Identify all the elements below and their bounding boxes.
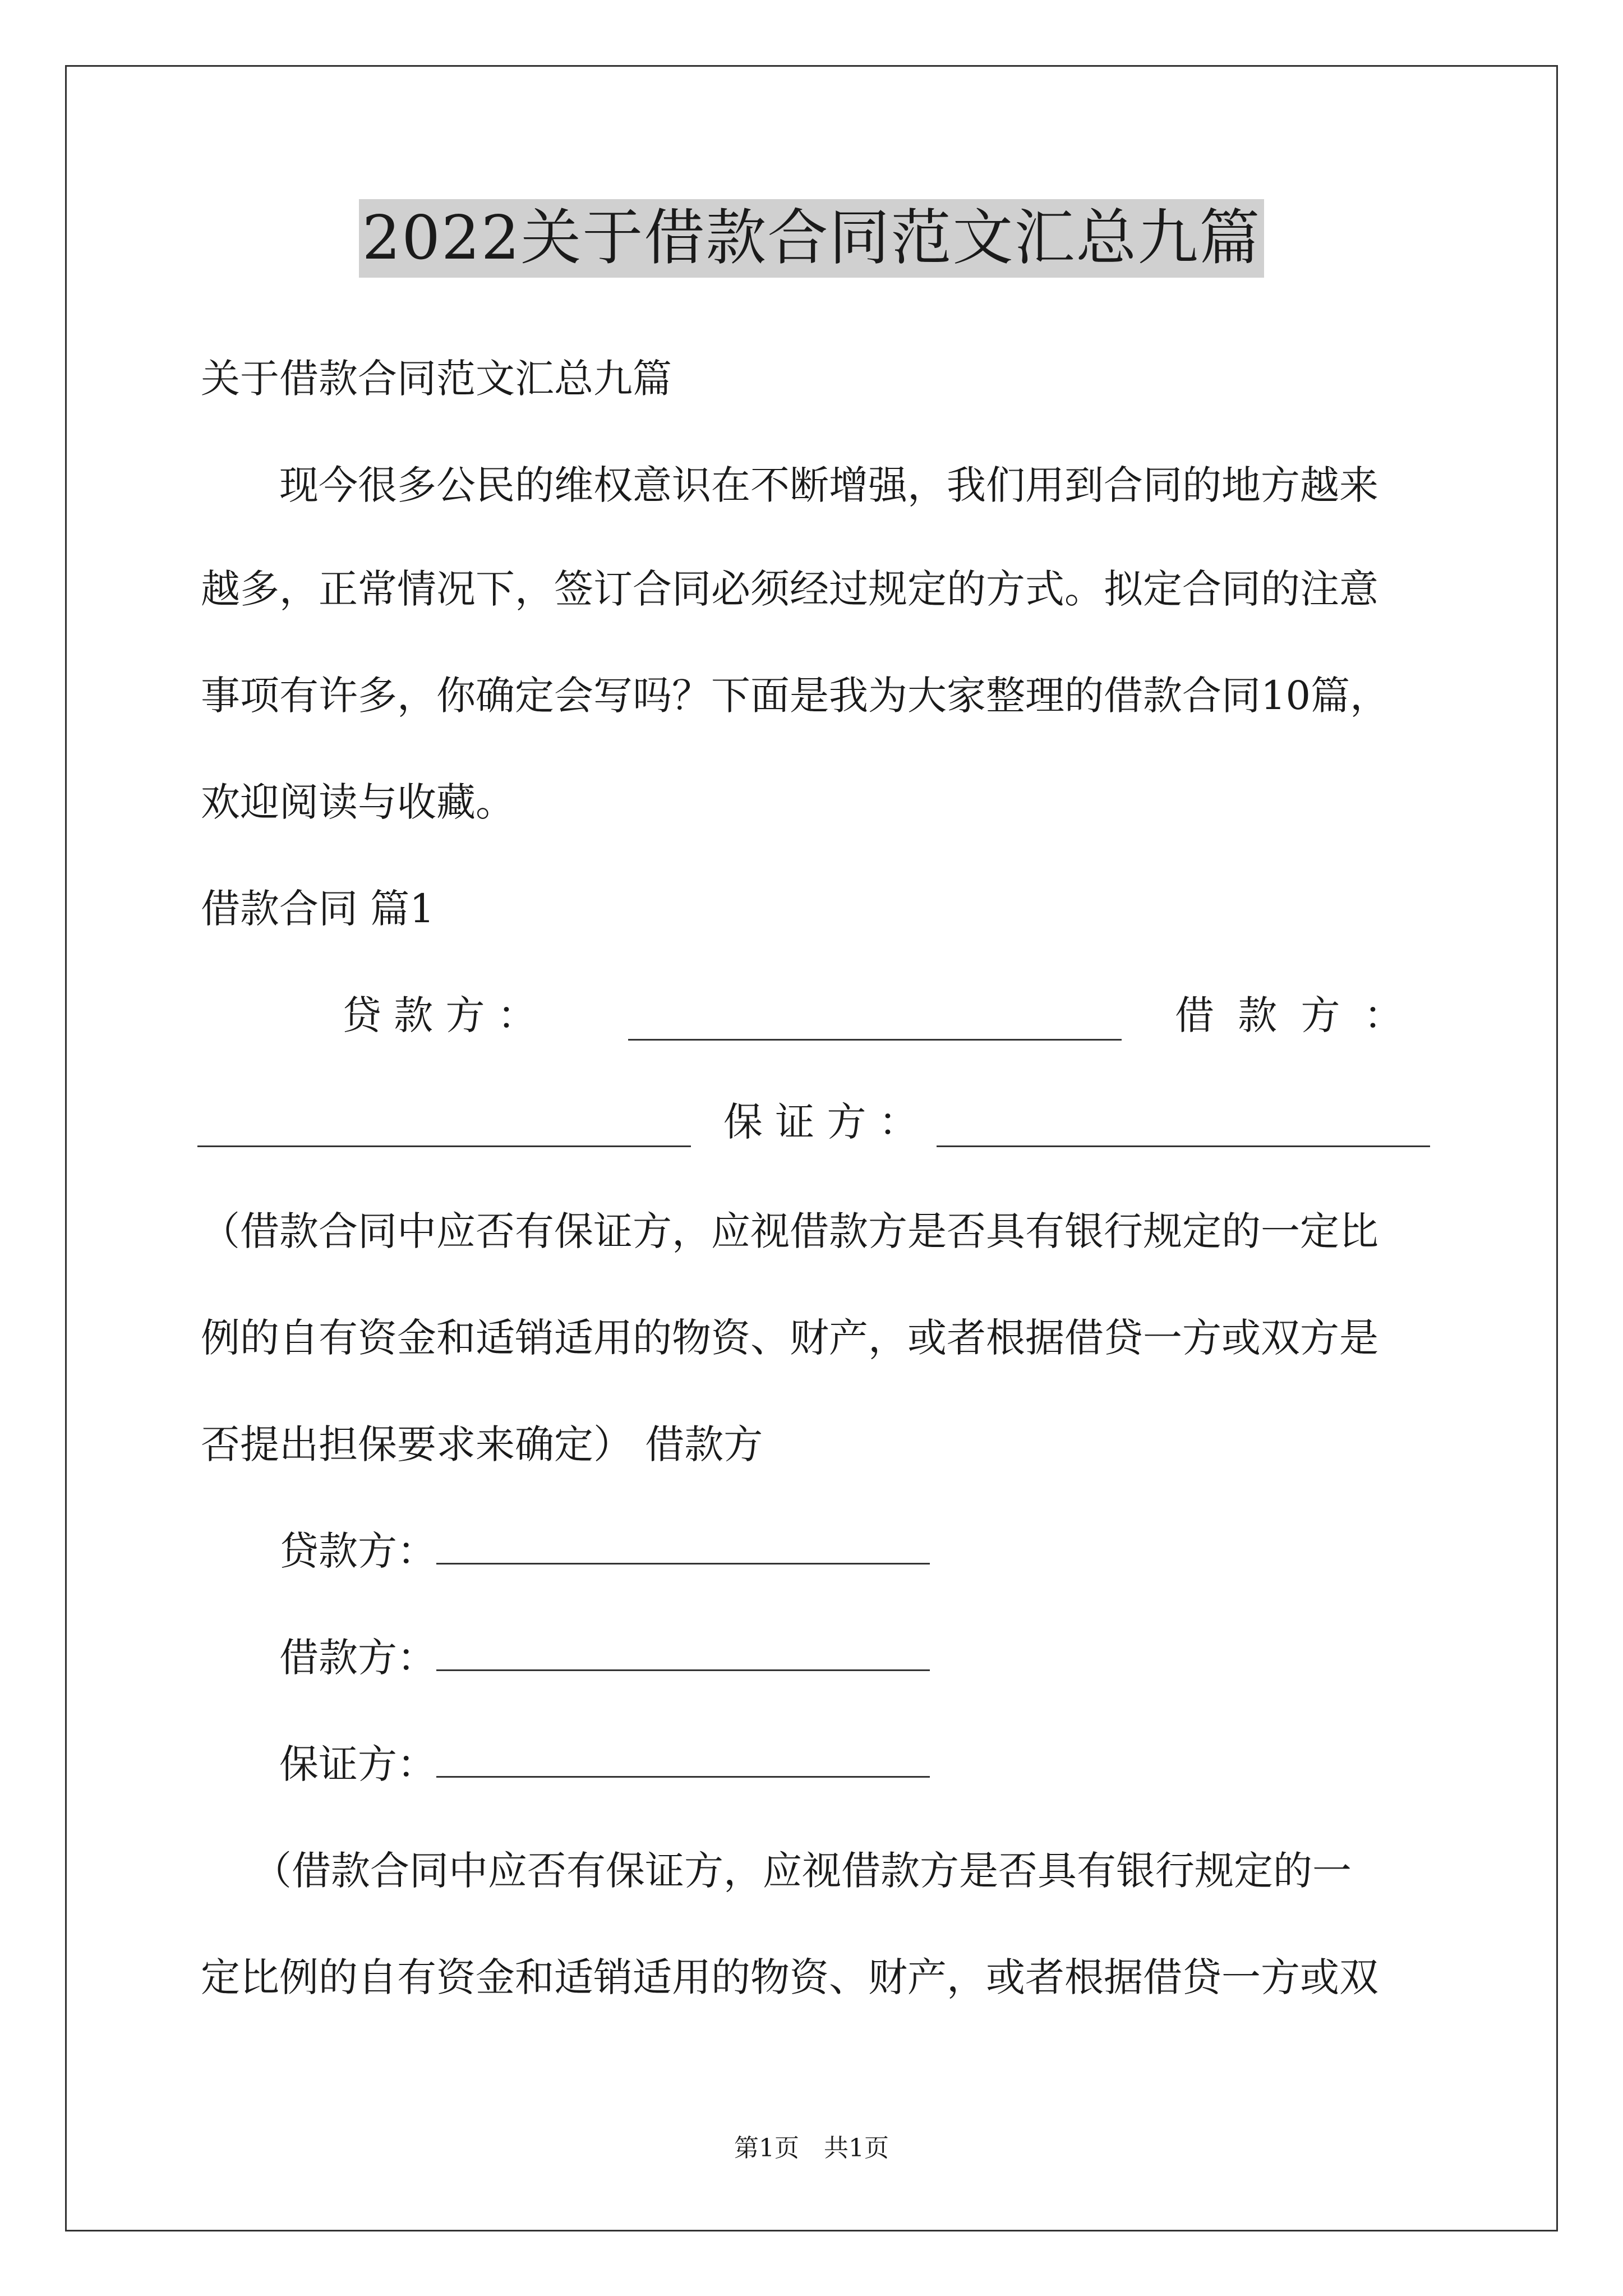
field-lender	[279, 1526, 930, 1576]
intro-line-2: 越多，正常情况下，签订合同必须经过规定的方式。拟定合同的注意	[201, 566, 1378, 612]
field-borrower	[279, 1632, 930, 1683]
field-lender-blank	[436, 1526, 930, 1565]
field-borrower-label: 借款方：	[279, 1635, 436, 1681]
borrower-label-spaced: 借 款 方 ：	[1175, 992, 1409, 1038]
intro-line-3: 事项有许多，你确定会写吗？下面是我为大家整理的借款合同10篇，	[201, 673, 1390, 719]
note2-line-1: （借款合同中应否有保证方，应视借款方是否具有银行规定的一	[252, 1848, 1352, 1894]
field-guarantor	[279, 1739, 930, 1789]
page-footer: 第1页 共1页	[734, 2134, 889, 2162]
lender-blank-line	[628, 1002, 1122, 1041]
note1-line-1: （借款合同中应否有保证方，应视借款方是否具有银行规定的一定比	[201, 1208, 1378, 1254]
title-container	[0, 199, 1623, 278]
lender-label-spaced: 贷 款 方 ：	[342, 992, 537, 1038]
note1-line-3: 否提出担保要求来确定） 借款方	[201, 1421, 763, 1467]
document-title: 2022关于借款合同范文汇总九篇	[359, 199, 1265, 278]
note1-line-2: 例的自有资金和适销适用的物资、财产，或者根据借贷一方或双方是	[201, 1315, 1378, 1361]
guarantor-blank-line	[937, 1108, 1430, 1147]
guarantor-label-spaced: 保 证 方 ：	[723, 1099, 918, 1145]
field-lender-label: 贷款方：	[279, 1528, 436, 1574]
document-subtitle: 关于借款合同范文汇总九篇	[201, 356, 672, 402]
section-heading: 借款合同 篇1	[201, 886, 435, 932]
note2-line-2: 定比例的自有资金和适销适用的物资、财产，或者根据借贷一方或双	[201, 1954, 1378, 2000]
borrower-blank-line	[197, 1108, 691, 1147]
field-borrower-blank	[436, 1632, 930, 1671]
intro-line-1: 现今很多公民的维权意识在不断增强，我们用到合同的地方越来	[279, 462, 1378, 508]
field-guarantor-label: 保证方：	[279, 1741, 436, 1787]
intro-line-4: 欢迎阅读与收藏。	[201, 779, 515, 825]
field-guarantor-blank	[436, 1739, 930, 1778]
